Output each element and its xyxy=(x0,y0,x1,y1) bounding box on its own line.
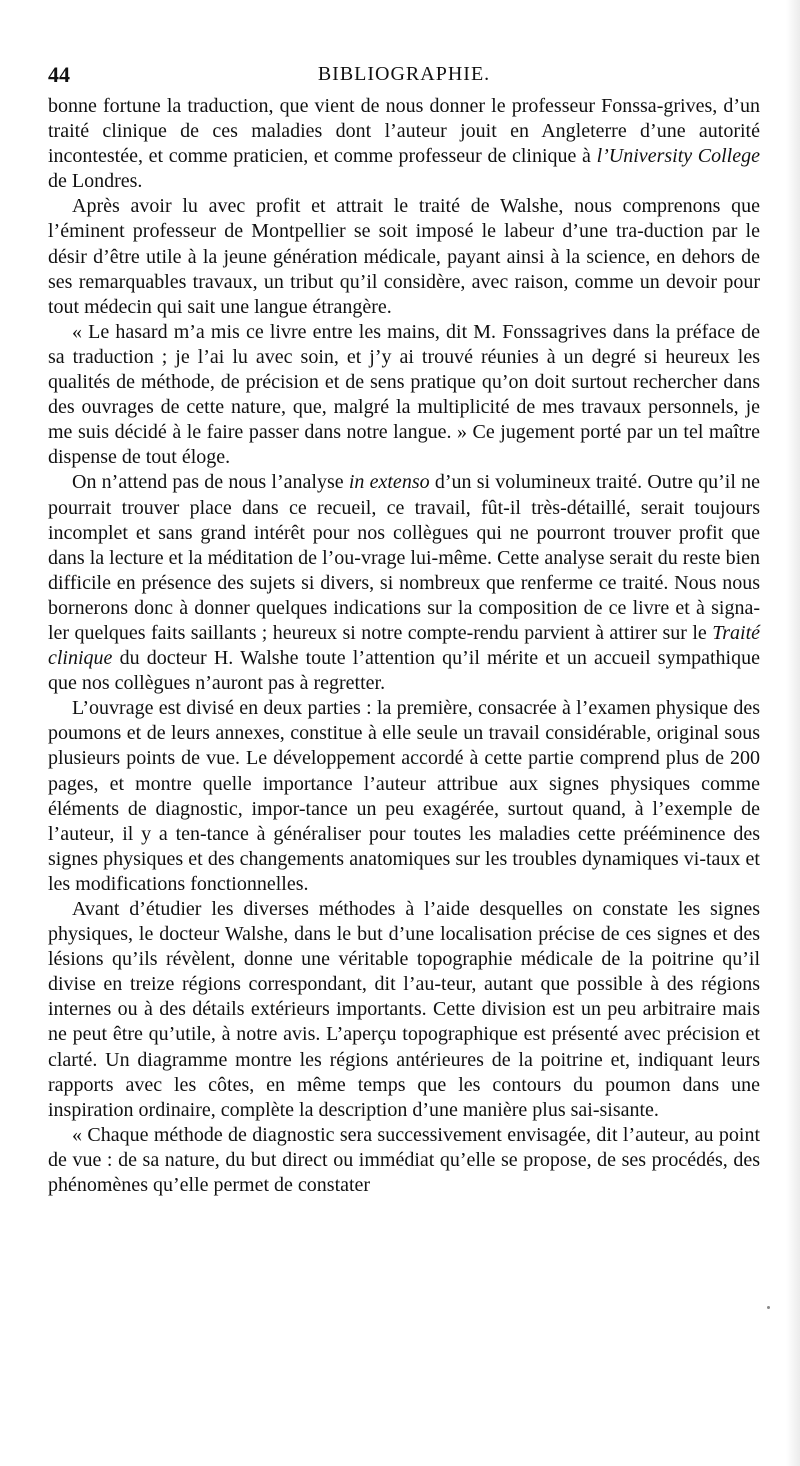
institution-name: l’University College xyxy=(596,145,760,168)
paragraph-4 xyxy=(48,470,760,696)
margin-speck xyxy=(767,1306,770,1309)
paragraph-1-end: de Londres. xyxy=(48,170,143,193)
book-title: Traité clinique xyxy=(48,621,760,670)
paragraph-5-text: L’ouvrage est divisé en deux parties : la première, consacrée à l’examen physique des poumons et de leurs annexes, constitue à elle seule un travail considérable, original sous plusieurs points de vue. Le développement accordé à cette partie comprend plus de 200 pages, et montre quelle importance l’auteur attribue aux signes physiques comme éléments de diagnostic, impor-tance un peu exagérée, surtout quand, à l’exemple de l’auteur, il y a ten-tance à généraliser pour toutes les maladies cette prééminence des signes physiques et des changements anatomiques sur les troubles dynamiques vi-taux et les modifications fonctionnelles. xyxy=(48,697,760,895)
paragraph-3-text: « Le hasard m’a mis ce livre entre les mains, dit M. Fonssagrives dans la préface de sa traduction ; je l’ai lu avec soin, et j’y ai trouvé réunies à un degré si heureux les qualités de méthode, de précision et de sens pratique qu’on doit surtout rechercher dans des ouvrages de cette nature, que, malgré la multiplicité de mes travaux personnels, je me suis décidé à le faire passer dans notre langue. » Ce jugement porté par un tel maître dispense de tout éloge. xyxy=(48,320,760,469)
paragraph-4-middle: d’un si volumineux traité. Outre qu’il ne pourrait trouver place dans ce recueil, ce travail, fût-il très-détaillé, serait toujours incomplet et sans grand intérêt pour nos collègues qui ne pourront trouver profit que dans la lecture et la méditation de l’ou-vrage lui-même. Cette analyse serait du reste bien difficile en présence des sujets si divers, si nombreux que renferme ce traité. Nous nous bornerons donc à donner quelques indications sur la composition de ce livre et à signa-ler quelques faits saillants ; heureux si notre compte-rendu parvient à attirer sur le xyxy=(48,471,761,644)
page-edge-shadow xyxy=(786,0,800,1466)
paragraph-6-text: Avant d’étudier les diverses méthodes à l’aide desquelles on constate les signes physiques, le docteur Walshe, dans le but d’une localisation précise de ces signes et des lésions qu’ils révèlent, donne une véritable topographie médicale de la poitrine qu’il divise en treize régions correspondant, dit l’au-teur, autant que possible à des régions internes ou à des détails extérieurs importants. Cette division est un peu arbitraire mais ne peut être qu’utile, à notre avis. L’aperçu topographique est présenté avec précision et clarté. Un diagramme montre les régions antérieures de la poitrine et, indiquant leurs rapports avec les côtes, en même temps que les contours du poumon dans une inspiration ordinaire, complète la description d’une manière plus sai-sisante. xyxy=(48,898,760,1121)
latin-phrase: in extenso xyxy=(348,471,430,494)
paragraph-2-text: Après avoir lu avec profit et attrait le traité de Walshe, nous comprenons que l’éminent professeur de Montpellier se soit imposé le labeur d’une tra-duction par le désir d’être utile à la jeune génération médicale, payant ainsi à la science, en dehors de ses remarquables travaux, un tribut qu’il considère, avec raison, comme un devoir pour tout médecin qui sait une langue étrangère. xyxy=(48,195,760,318)
running-title: BIBLIOGRAPHIE. xyxy=(317,63,491,85)
running-head xyxy=(48,58,760,92)
paragraph-2 xyxy=(48,194,760,319)
paragraph-4-text: On n’attend pas de nous l’analyse xyxy=(72,471,349,494)
body-text xyxy=(48,94,760,1198)
paragraph-3-quote xyxy=(48,320,760,471)
paragraph-7-quote xyxy=(48,1123,760,1198)
paragraph-1 xyxy=(48,94,760,194)
paragraph-1-text: bonne fortune la traduction, que vient de nous donner le professeur Fonssa-grives, d’un traité clinique de ces maladies dont l’auteur jouit en Angleterre d’une autorité incontestée, et comme praticien, et comme professeur de clinique à xyxy=(48,95,760,168)
page-number: 44 xyxy=(48,62,70,87)
paragraph-5 xyxy=(48,696,760,897)
paragraph-6 xyxy=(48,897,760,1123)
paragraph-4-end: du docteur H. Walshe toute l’attention qu’il mérite et un accueil sympathique que nos collègues n’auront pas à regretter. xyxy=(48,647,760,695)
paragraph-7-text: « Chaque méthode de diagnostic sera successivement envisagée, dit l’auteur, au point de vue : de sa nature, du but direct ou immédiat qu’elle se propose, de ses procédés, des phénomènes qu’elle permet de constater xyxy=(48,1123,760,1197)
